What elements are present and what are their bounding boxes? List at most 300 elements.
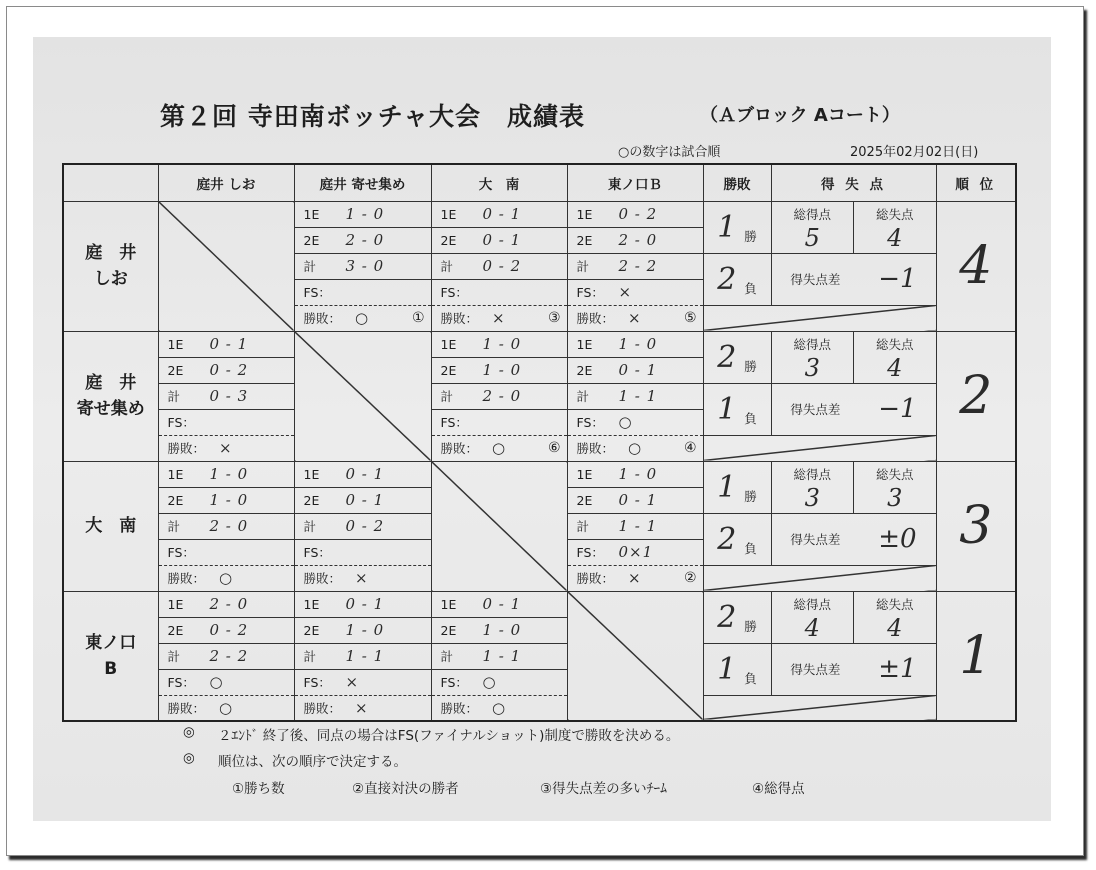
- total-scored-label: 総得点: [793, 336, 831, 352]
- match-result-cell: [567, 305, 703, 331]
- match-result-value: ○: [628, 439, 643, 457]
- match-e1-value: 0 - 1: [345, 595, 385, 613]
- match-result-cell: [294, 565, 431, 591]
- match-result-value: ○: [492, 439, 507, 457]
- match-fs-cell: [294, 539, 431, 565]
- order-note: ○の数字は試合順: [618, 145, 721, 160]
- result-strip-diagonal: [703, 435, 936, 461]
- match-e1-cell: [158, 591, 294, 617]
- losses-label: 負: [744, 281, 757, 296]
- match-e1-label: 1E: [303, 466, 320, 482]
- point-diff-label: 得失点差: [790, 662, 841, 677]
- team-name-cell: [63, 461, 158, 591]
- match-fs-label: FS：: [576, 285, 604, 300]
- points-totals: [772, 462, 936, 513]
- total-conceded-value: 3: [887, 483, 903, 512]
- match-e2-cell: [158, 357, 294, 383]
- total-conceded-label: 総失点: [875, 206, 914, 222]
- team-subrow: [63, 331, 1016, 357]
- match-total-cell: [431, 383, 567, 409]
- match-total: [295, 644, 431, 668]
- match-e1-label: 1E: [440, 336, 457, 352]
- score-table: [62, 163, 1017, 722]
- match-e1: [295, 202, 431, 226]
- match-total-label: 計: [167, 519, 181, 534]
- match-fs-label: FS：: [440, 415, 468, 430]
- total-scored: [772, 592, 854, 643]
- result-strip-diagonal: [703, 565, 936, 591]
- wins-count: 2: [717, 339, 737, 375]
- point-diff-label: 得失点差: [790, 272, 841, 287]
- match-e2-label: 2E: [576, 492, 593, 508]
- match-e1-label: 1E: [303, 596, 320, 612]
- match-fs-label: FS：: [440, 285, 468, 300]
- match-total: [159, 644, 294, 668]
- match-total-value: 2 - 2: [209, 647, 249, 665]
- match-e2-value: 0 - 2: [209, 621, 249, 639]
- match-e1-cell: [158, 331, 294, 357]
- team-name-cell: [63, 331, 158, 461]
- match-result-cell: [431, 435, 567, 461]
- wins-label: 勝: [744, 619, 757, 634]
- match-e1-cell: [431, 331, 567, 357]
- match-order: ⑤: [683, 310, 697, 326]
- match-e1-value: 2 - 0: [209, 595, 249, 613]
- match-e1-value: 0 - 1: [209, 335, 249, 353]
- match-result-label: 勝敗：: [440, 441, 479, 456]
- match-e2-cell: [158, 617, 294, 643]
- match-fs: [568, 540, 703, 564]
- match-e1-value: 0 - 1: [345, 465, 385, 483]
- match-result-cell: [431, 305, 567, 331]
- match-total-value: 0 - 3: [209, 387, 249, 405]
- header-corner: [63, 164, 158, 201]
- losses-cell: [703, 513, 771, 565]
- match-total: [159, 514, 294, 538]
- match-fs-label: FS：: [167, 675, 195, 690]
- match-e2-cell: [294, 487, 431, 513]
- match-fs-label: FS：: [303, 675, 331, 690]
- match-total-cell: [294, 513, 431, 539]
- match-total: [432, 644, 567, 668]
- match-e1-label: 1E: [440, 596, 457, 612]
- match-result-value: ○: [492, 698, 507, 717]
- match-e2-cell: [567, 227, 703, 253]
- match-total-value: 2 - 0: [482, 387, 522, 405]
- match-result: [295, 566, 431, 590]
- event-date: 2025年02月02日(日): [850, 145, 979, 160]
- wins-cell: [703, 461, 771, 513]
- match-total-value: 3 - 0: [345, 257, 385, 275]
- match-total-label: 計: [576, 519, 590, 534]
- total-scored-value: 4: [804, 613, 820, 642]
- rank-value: 2: [959, 366, 993, 426]
- losses-count: 1: [717, 391, 737, 427]
- total-conceded-label: 総失点: [875, 336, 914, 352]
- match-e2-value: 1 - 0: [209, 491, 249, 509]
- rank-criterion-1: ①勝ち数: [232, 781, 285, 797]
- match-e2-value: 0 - 2: [209, 361, 249, 379]
- match-result-label: 勝敗：: [440, 700, 479, 716]
- match-fs-value: ×: [345, 673, 360, 691]
- match-e2: [159, 488, 294, 512]
- match-fs-cell: [567, 409, 703, 435]
- total-conceded-label: 総失点: [875, 596, 914, 612]
- match-e2: [159, 358, 294, 382]
- match-result-value: ×: [355, 569, 369, 587]
- match-result-cell: [431, 695, 567, 721]
- result-strip-diagonal: [703, 305, 936, 331]
- rank-criterion-3: ③得失点差の多いﾁｰﾑ: [540, 781, 667, 797]
- match-fs-cell: [158, 669, 294, 695]
- match-fs-value: ×: [618, 283, 633, 301]
- match-total-value: 2 - 2: [618, 257, 658, 275]
- team-name-line1: 大 南: [85, 516, 137, 536]
- self-match-diagonal: [431, 461, 567, 591]
- wins: [704, 592, 771, 642]
- match-result: [568, 436, 703, 460]
- match-e2-label: 2E: [167, 492, 184, 508]
- match-e2: [159, 618, 294, 642]
- match-total-value: 1 - 1: [618, 387, 658, 405]
- match-total-cell: [158, 383, 294, 409]
- match-total-label: 計: [303, 649, 317, 664]
- match-result-value: ×: [355, 698, 369, 717]
- match-e1-value: 1 - 0: [482, 335, 522, 353]
- match-e2-label: 2E: [440, 622, 457, 638]
- wins: [704, 202, 771, 252]
- match-total-cell: [431, 643, 567, 669]
- header-row: [63, 164, 1016, 201]
- match-e2: [568, 228, 703, 252]
- match-e2-cell: [431, 227, 567, 253]
- total-scored-label: 総得点: [793, 206, 831, 222]
- match-e1-label: 1E: [167, 336, 184, 352]
- match-e1-value: 1 - 0: [345, 205, 385, 223]
- points-totals: [772, 332, 936, 383]
- match-e2: [432, 228, 567, 252]
- point-diff: [772, 514, 936, 565]
- match-result: [295, 306, 431, 330]
- match-e1-label: 1E: [303, 206, 320, 222]
- match-result-cell: [158, 695, 294, 721]
- match-result-label: 勝敗：: [576, 311, 615, 326]
- match-fs: [432, 410, 567, 434]
- match-fs-cell: [431, 669, 567, 695]
- point-diff-value: ±1: [878, 654, 917, 684]
- match-e1-cell: [294, 201, 431, 227]
- match-fs: [432, 280, 567, 304]
- match-e1-cell: [431, 201, 567, 227]
- wins-label: 勝: [744, 359, 757, 374]
- header-points: 得 失 点: [771, 164, 936, 201]
- match-total-value: 1 - 1: [482, 647, 522, 665]
- match-e2-label: 2E: [303, 232, 320, 248]
- match-e1: [432, 202, 567, 226]
- page-title: 第２回 寺田南ボッチャ大会 成績表: [160, 102, 585, 131]
- match-e2-cell: [431, 357, 567, 383]
- match-result-cell: [294, 695, 431, 721]
- match-e1: [432, 332, 567, 356]
- block-subtitle: （Ａブロック Aコート）: [700, 105, 900, 126]
- match-e1: [159, 592, 294, 616]
- match-fs-cell: [294, 669, 431, 695]
- match-total-label: 計: [303, 259, 317, 274]
- match-order: ②: [683, 570, 697, 586]
- match-e2-value: 2 - 0: [345, 231, 385, 249]
- points-totals-cell: [771, 331, 936, 383]
- match-e1: [159, 462, 294, 486]
- match-result-value: ○: [219, 698, 234, 717]
- match-order: ④: [683, 440, 697, 456]
- match-result: [159, 566, 294, 590]
- match-result: [568, 306, 703, 330]
- match-result-label: 勝敗：: [167, 441, 206, 456]
- total-conceded-label: 総失点: [875, 466, 914, 482]
- total-conceded: [853, 462, 936, 513]
- point-diff: [772, 384, 936, 435]
- match-e1-label: 1E: [167, 466, 184, 482]
- match-e1-value: 0 - 2: [618, 205, 658, 223]
- team-subrow: [63, 695, 1016, 721]
- match-total-cell: [567, 513, 703, 539]
- header-team: 東ノ口Ｂ: [567, 164, 703, 201]
- header-win-loss: 勝敗: [703, 164, 771, 201]
- match-total-value: 1 - 1: [618, 517, 658, 535]
- header-team: 庭井 しお: [158, 164, 294, 201]
- match-result-cell: [158, 435, 294, 461]
- match-result-cell: [567, 435, 703, 461]
- match-total-value: 2 - 0: [209, 517, 249, 535]
- match-total-cell: [158, 643, 294, 669]
- total-scored-value: 3: [804, 353, 820, 382]
- match-total: [568, 384, 703, 408]
- match-order: ③: [547, 310, 561, 326]
- match-fs: [432, 670, 567, 694]
- match-e2-value: 0 - 1: [618, 491, 658, 509]
- match-e1-label: 1E: [576, 466, 593, 482]
- match-e2-label: 2E: [440, 232, 457, 248]
- match-e2-label: 2E: [167, 362, 184, 378]
- match-result: [159, 436, 294, 460]
- match-result-value: ○: [355, 309, 370, 327]
- match-total-label: 計: [440, 389, 454, 404]
- losses-label: 負: [744, 671, 757, 686]
- self-match-diagonal: [567, 591, 703, 721]
- rank-cell: [936, 201, 1016, 331]
- match-fs: [295, 670, 431, 694]
- match-result-cell: [294, 305, 431, 331]
- match-result: [432, 696, 567, 720]
- match-fs: [295, 280, 431, 304]
- team-name-cell: [63, 591, 158, 721]
- match-total: [159, 384, 294, 408]
- team-name-line2: 寄せ集め: [76, 399, 145, 419]
- match-total-cell: [294, 253, 431, 279]
- team-subrow: [63, 383, 1016, 409]
- match-e2-label: 2E: [440, 362, 457, 378]
- point-diff-value: −1: [878, 264, 917, 294]
- match-e1-value: 1 - 0: [618, 465, 658, 483]
- match-result-label: 勝敗：: [167, 571, 206, 586]
- match-fs: [295, 540, 431, 564]
- match-fs: [568, 410, 703, 434]
- match-e2: [568, 488, 703, 512]
- total-conceded: [853, 332, 936, 383]
- header-team: 庭井 寄せ集め: [294, 164, 431, 201]
- match-result: [432, 436, 567, 460]
- losses: [704, 514, 771, 564]
- points-totals: [772, 592, 936, 643]
- point-diff-cell: [771, 383, 936, 435]
- total-conceded-value: 4: [887, 223, 903, 252]
- team-subrow: [63, 461, 1016, 487]
- match-fs-cell: [431, 279, 567, 305]
- team-name-line1: 庭 井: [85, 373, 137, 393]
- match-e1-cell: [431, 591, 567, 617]
- match-e2-label: 2E: [576, 232, 593, 248]
- match-e2: [295, 488, 431, 512]
- match-total-label: 計: [440, 649, 454, 664]
- rank-criterion-2: ②直接対決の勝者: [352, 781, 459, 797]
- rank-cell: [936, 461, 1016, 591]
- rule-2-text: 順位は、次の順序で決定する。: [218, 754, 407, 770]
- score-table-body: [63, 164, 1016, 721]
- match-total: [295, 514, 431, 538]
- match-total-label: 計: [167, 649, 181, 664]
- losses-count: 1: [717, 651, 737, 687]
- rank-value: 4: [959, 236, 993, 296]
- wins-count: 2: [717, 599, 737, 635]
- point-diff-cell: [771, 643, 936, 695]
- match-e1-cell: [158, 461, 294, 487]
- match-e2: [295, 618, 431, 642]
- match-e1: [295, 592, 431, 616]
- points-totals: [772, 202, 936, 253]
- match-fs: [159, 670, 294, 694]
- match-e1: [568, 332, 703, 356]
- match-total-cell: [567, 383, 703, 409]
- wins: [704, 332, 771, 382]
- match-result-value: ×: [628, 569, 642, 587]
- team-name-line1: 東ノ口: [85, 632, 137, 653]
- rank-criterion-4: ④総得点: [752, 781, 805, 797]
- match-fs-cell: [158, 539, 294, 565]
- match-e1-value: 0 - 1: [482, 595, 522, 613]
- total-conceded-value: 4: [887, 613, 903, 642]
- total-scored-label: 総得点: [793, 596, 831, 612]
- match-result-label: 勝敗：: [167, 700, 206, 716]
- match-order: ⑥: [547, 440, 561, 456]
- match-e2-label: 2E: [167, 622, 184, 638]
- match-e2: [568, 358, 703, 382]
- total-conceded: [853, 202, 936, 253]
- match-result-value: ○: [219, 569, 234, 587]
- match-total-label: 計: [167, 389, 181, 404]
- match-total: [295, 254, 431, 278]
- losses: [704, 254, 771, 304]
- match-result: [159, 696, 294, 720]
- match-e1-cell: [567, 461, 703, 487]
- match-e2-value: 1 - 0: [345, 621, 385, 639]
- match-fs-label: FS：: [440, 675, 468, 690]
- losses-count: 2: [717, 521, 737, 557]
- rule-1-bullet: ◎: [183, 724, 195, 740]
- match-total: [568, 514, 703, 538]
- match-e2-label: 2E: [576, 362, 593, 378]
- match-result: [568, 566, 703, 590]
- match-e2-value: 2 - 0: [618, 231, 658, 249]
- match-e1: [432, 592, 567, 616]
- match-e2-label: 2E: [303, 622, 320, 638]
- match-result: [432, 306, 567, 330]
- match-total-label: 計: [303, 519, 317, 534]
- match-result-value: ×: [492, 309, 506, 327]
- total-scored: [772, 462, 854, 513]
- losses-label: 負: [744, 411, 757, 426]
- self-match-diagonal: [294, 331, 431, 461]
- match-e2: [432, 358, 567, 382]
- match-total-cell: [567, 253, 703, 279]
- match-fs-cell: [567, 539, 703, 565]
- match-total-label: 計: [576, 259, 590, 274]
- match-result: [295, 696, 431, 720]
- losses-cell: [703, 643, 771, 695]
- match-total-value: 0 - 2: [345, 517, 385, 535]
- total-scored-value: 3: [804, 483, 820, 512]
- match-e1-label: 1E: [440, 206, 457, 222]
- match-e2-cell: [294, 227, 431, 253]
- losses-cell: [703, 253, 771, 305]
- match-fs-label: FS：: [576, 415, 604, 430]
- match-result-label: 勝敗：: [440, 311, 479, 326]
- match-e2: [295, 228, 431, 252]
- match-e1: [568, 202, 703, 226]
- team-subrow: [63, 643, 1016, 669]
- match-total-cell: [294, 643, 431, 669]
- match-e1-cell: [567, 331, 703, 357]
- match-e1: [295, 462, 431, 486]
- losses-label: 負: [744, 541, 757, 556]
- match-result-cell: [567, 565, 703, 591]
- match-result-cell: [158, 565, 294, 591]
- match-result-value: ×: [628, 309, 642, 327]
- losses-count: 2: [717, 261, 737, 297]
- match-fs-cell: [567, 279, 703, 305]
- points-totals-cell: [771, 591, 936, 643]
- match-e1-cell: [294, 461, 431, 487]
- match-e2-value: 0 - 1: [345, 491, 385, 509]
- wins-cell: [703, 331, 771, 383]
- wins: [704, 462, 771, 512]
- match-e1-cell: [567, 201, 703, 227]
- match-result-label: 勝敗：: [303, 311, 342, 326]
- match-e1-value: 1 - 0: [209, 465, 249, 483]
- match-e2-cell: [567, 487, 703, 513]
- match-total-label: 計: [576, 389, 590, 404]
- losses: [704, 644, 771, 694]
- match-fs-value: ○: [618, 413, 633, 431]
- team-subrow: [63, 201, 1016, 227]
- total-scored-value: 5: [804, 223, 820, 252]
- match-result-label: 勝敗：: [576, 571, 615, 586]
- point-diff-label: 得失点差: [790, 402, 841, 417]
- match-e1-cell: [294, 591, 431, 617]
- match-fs-cell: [431, 409, 567, 435]
- match-fs-label: FS：: [167, 545, 195, 560]
- wins-cell: [703, 591, 771, 643]
- match-result-value: ×: [219, 439, 233, 457]
